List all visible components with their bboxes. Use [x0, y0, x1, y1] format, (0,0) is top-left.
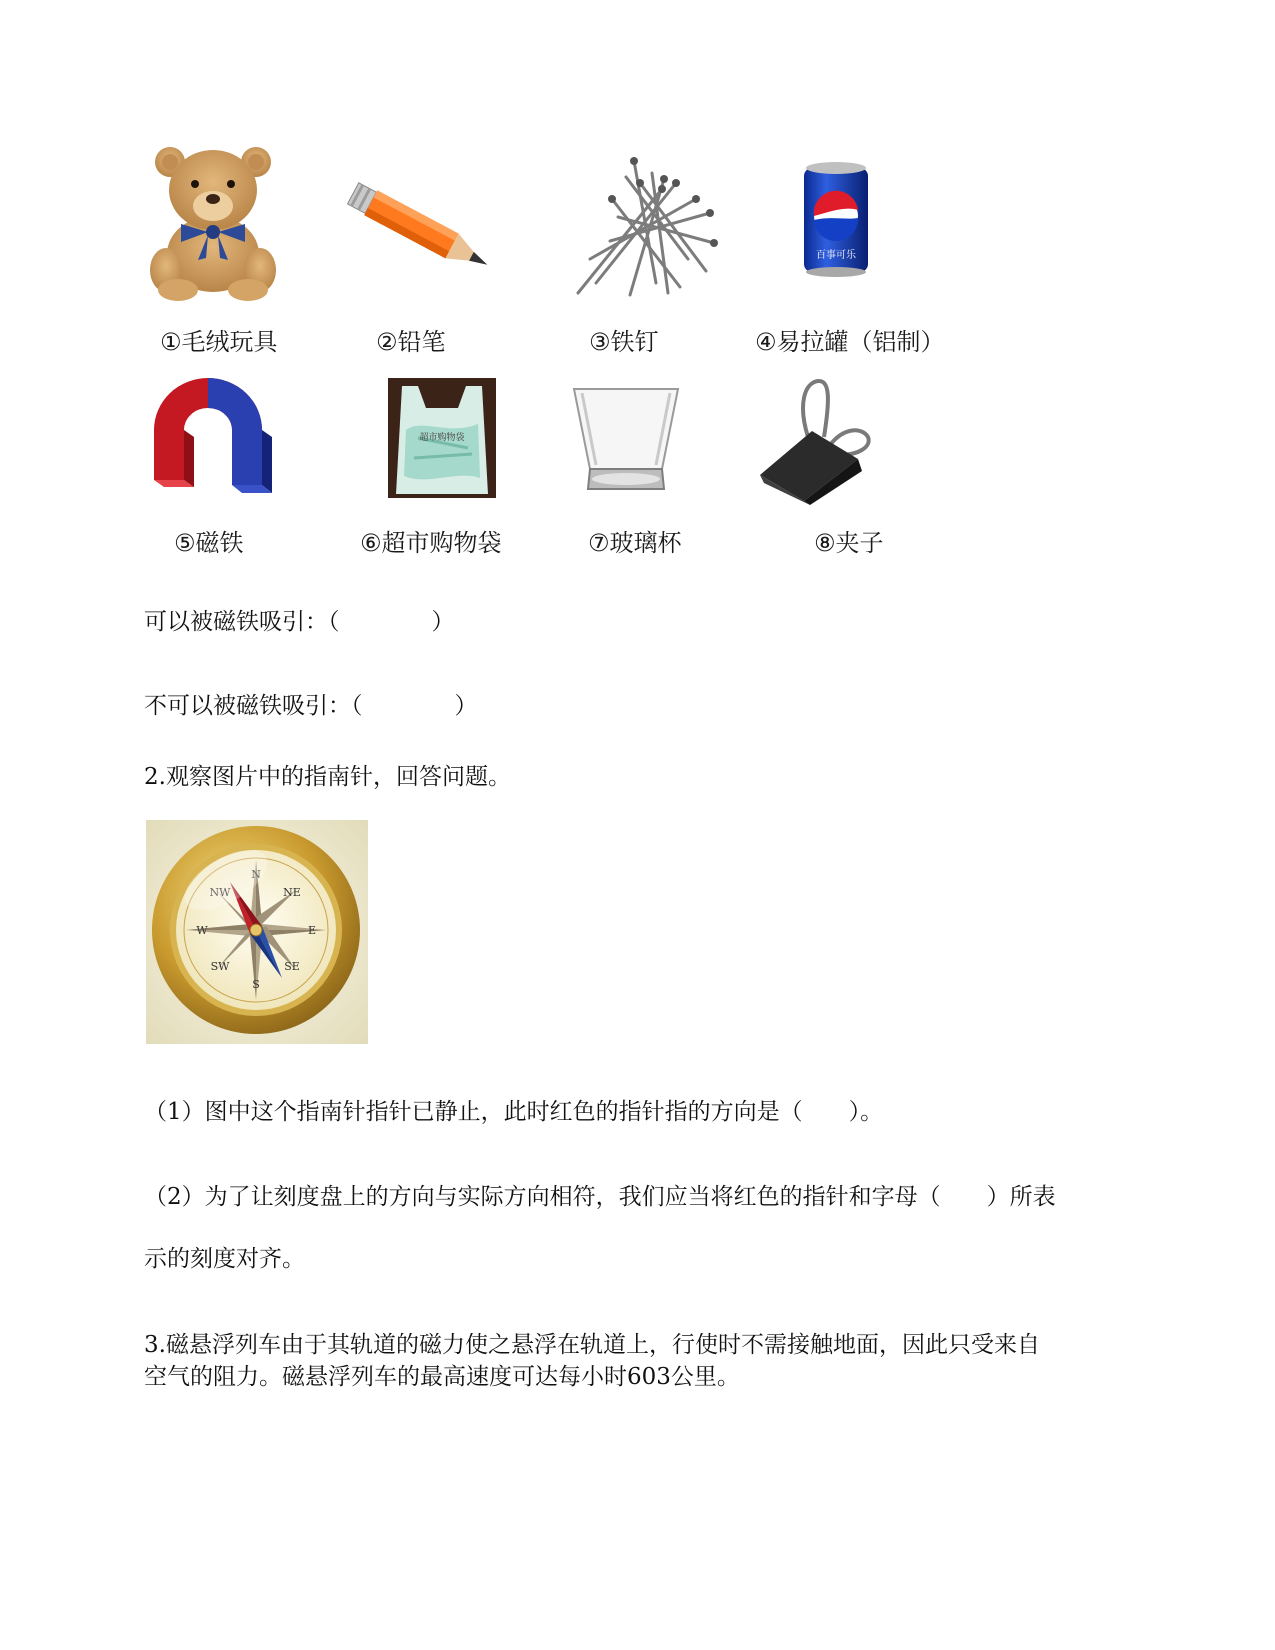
compass-ne: NE	[283, 886, 301, 899]
teddy-bear-icon	[148, 142, 278, 302]
soda-can-icon	[800, 160, 872, 280]
question-3-line-1: 3.磁悬浮列车由于其轨道的磁力使之悬浮在轨道上，行使时不需接触地面，因此只受来自	[144, 1332, 1040, 1358]
bag-label: 超市购物袋	[419, 433, 465, 443]
compass-icon	[146, 820, 368, 1044]
compass-w: W	[196, 924, 208, 937]
pencil-icon	[340, 180, 505, 280]
question-2-sub-2-line-1: （2）为了让刻度盘上的方向与实际方向相符，我们应当将红色的指针和字母（ ）所表	[144, 1184, 1056, 1210]
compass-n: N	[251, 868, 261, 881]
item-caption-4: ④易拉罐（铝制）	[755, 328, 945, 356]
question-3-line-2: 空气的阻力。磁悬浮列车的最高速度可达每小时603公里。	[144, 1364, 740, 1390]
horseshoe-magnet-icon	[146, 375, 276, 500]
item-caption-3: ③铁钉	[589, 328, 659, 356]
compass-nw: NW	[209, 886, 231, 899]
compass-e: E	[307, 924, 317, 937]
attracted-answer-line: 可以被磁铁吸引：（ ）	[144, 609, 455, 635]
question-2-sub-2-line-2: 示的刻度对齐。	[144, 1246, 305, 1272]
compass-s: S	[252, 978, 260, 991]
can-label: 百事可乐	[816, 250, 856, 261]
shopping-bag-icon	[388, 378, 496, 498]
question-2-sub-1: （1）图中这个指南针指针已静止，此时红色的指针指的方向是（ ）。	[144, 1099, 884, 1125]
item-caption-8: ⑧夹子	[814, 529, 884, 557]
glass-cup-icon	[570, 385, 682, 495]
item-caption-7: ⑦玻璃杯	[588, 529, 682, 557]
item-caption-5: ⑤磁铁	[174, 529, 244, 557]
iron-nails-icon	[568, 155, 718, 300]
question-2-title: 2.观察图片中的指南针，回答问题。	[144, 764, 511, 790]
item-caption-1: ①毛绒玩具	[160, 328, 278, 356]
compass-se: SE	[284, 960, 300, 973]
item-caption-6: ⑥超市购物袋	[360, 529, 502, 557]
item-caption-2: ②铅笔	[376, 328, 446, 356]
binder-clip-icon	[758, 375, 880, 505]
not-attracted-answer-line: 不可以被磁铁吸引：（ ）	[144, 693, 478, 719]
compass-sw: SW	[210, 960, 230, 973]
